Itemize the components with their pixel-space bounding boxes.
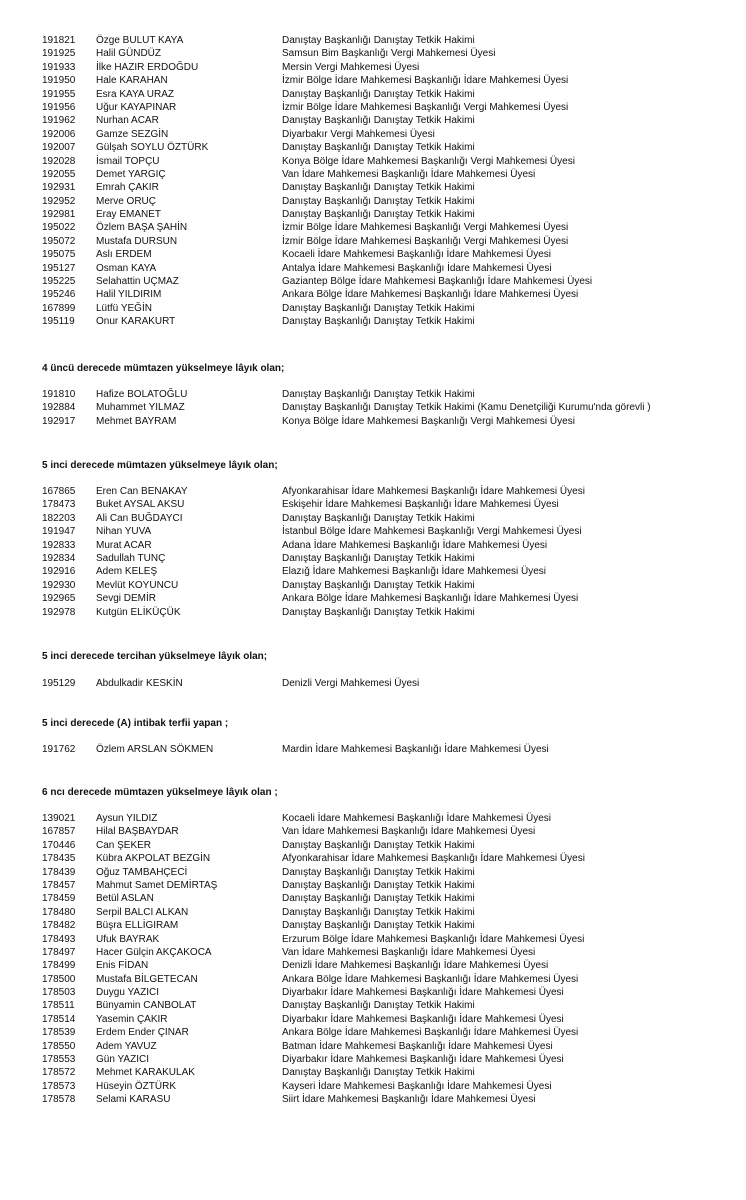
person-name: Özlem ARSLAN SÖKMEN (96, 744, 214, 755)
position-title: Diyarbakır İdare Mahkemesi Başkanlığı İdare Mahkemesi Üyesi (282, 1054, 564, 1066)
group-list-3 (0, 677, 746, 690)
table-row (0, 88, 746, 101)
position-title: Danıştay Başkanlığı Danıştay Tetkik Hakimi (282, 866, 475, 878)
table-row (0, 128, 746, 141)
person-name: Hüseyin ÖZTÜRK (96, 1080, 177, 1092)
person-name: Gün YAZICI (96, 1054, 149, 1066)
group-list-1 (0, 388, 746, 428)
sicil-number: 195225 (42, 276, 76, 288)
position-title: Danıştay Başkanlığı Danıştay Tetkik Hakimi (282, 316, 475, 328)
table-row (0, 485, 746, 498)
sicil-number: 167865 (42, 486, 76, 497)
table-row (0, 34, 746, 47)
sicil-number: 191947 (42, 526, 76, 538)
table-row (0, 168, 746, 181)
position-title: Ankara Bölge İdare Mahkemesi Başkanlığı İdare Mahkemesi Üyesi (282, 593, 579, 605)
position-title: Konya Bölge İdare Mahkemesi Başkanlığı Vergi Mahkemesi Üyesi (282, 415, 575, 427)
section-heading-5-intibak: 5 inci derecede (A) intibak terfii yapan ; (42, 718, 229, 729)
table-row (0, 275, 746, 288)
table-row (0, 512, 746, 525)
sicil-number: 192884 (42, 402, 76, 414)
table-row (0, 262, 746, 275)
sicil-number: 192952 (42, 195, 76, 207)
table-row (0, 415, 746, 428)
sicil-number: 178480 (42, 906, 76, 918)
position-title: Mardin İdare Mahkemesi Başkanlığı İdare Mahkemesi Üyesi (282, 744, 549, 755)
sicil-number: 178459 (42, 893, 76, 905)
sicil-number: 191821 (42, 35, 76, 46)
sicil-number: 178473 (42, 499, 76, 511)
person-name: Adem KELEŞ (96, 566, 158, 578)
sicil-number: 170446 (42, 839, 76, 851)
person-name: Büşra ELLİGIRAM (96, 920, 179, 932)
person-name: Mahmut Samet DEMİRTAŞ (96, 879, 218, 891)
position-title: Ankara Bölge İdare Mahkemesi Başkanlığı İdare Mahkemesi Üyesi (282, 973, 579, 985)
position-title: Danıştay Başkanlığı Danıştay Tetkik Hakimi (282, 35, 475, 46)
group-list-4 (0, 743, 746, 756)
table-row (0, 892, 746, 905)
table-row (0, 677, 746, 690)
table-row (0, 539, 746, 552)
sicil-number: 178457 (42, 879, 76, 891)
table-row (0, 933, 746, 946)
position-title: Siirt İdare Mahkemesi Başkanlığı İdare Mahkemesi Üyesi (282, 1094, 536, 1106)
person-name: Osman KAYA (96, 262, 157, 274)
sicil-number: 191950 (42, 75, 76, 87)
group-list-5 (0, 812, 746, 1107)
sicil-number: 192916 (42, 566, 76, 578)
sicil-number: 191962 (42, 115, 76, 127)
position-title: Erzurum Bölge İdare Mahkemesi Başkanlığı İdare Mahkemesi Üyesi (282, 933, 585, 945)
sicil-number: 178573 (42, 1080, 76, 1092)
person-name: İsmail TOPÇU (96, 155, 160, 167)
table-row (0, 852, 746, 865)
person-name: Nihan YUVA (96, 526, 152, 538)
position-title: Danıştay Başkanlığı Danıştay Tetkik Hakimi (282, 389, 475, 400)
table-row (0, 401, 746, 414)
sicil-number: 191810 (42, 389, 76, 400)
table-row (0, 74, 746, 87)
table-row (0, 195, 746, 208)
sicil-number: 191955 (42, 88, 76, 100)
position-title: Danıştay Başkanlığı Danıştay Tetkik Hakimi (282, 839, 475, 851)
sicil-number: 191933 (42, 61, 76, 73)
section-heading-4-mumtazen: 4 üncü derecede mümtazen yükselmeye lâyık olan; (42, 363, 285, 374)
sicil-number: 178550 (42, 1040, 76, 1052)
person-name: Kutgün ELİKÜÇÜK (96, 606, 181, 618)
person-name: Selami KARASU (96, 1094, 171, 1106)
position-title: İstanbul Bölge İdare Mahkemesi Başkanlığı Vergi Mahkemesi Üyesi (282, 526, 582, 538)
person-name: Halil YILDIRIM (96, 289, 162, 301)
position-title: Van İdare Mahkemesi Başkanlığı İdare Mahkemesi Üyesi (282, 168, 536, 180)
sicil-number: 192981 (42, 209, 76, 221)
person-name: Selahattin UÇMAZ (96, 276, 179, 288)
table-row (0, 919, 746, 932)
table-row (0, 1040, 746, 1053)
table-row (0, 743, 746, 756)
position-title: İzmir Bölge İdare Mahkemesi Başkanlığı İdare Mahkemesi Üyesi (282, 75, 569, 87)
sicil-number: 178572 (42, 1067, 76, 1079)
person-name: Mehmet KARAKULAK (96, 1067, 195, 1079)
person-name: Ufuk BAYRAK (96, 933, 160, 945)
table-row (0, 525, 746, 538)
position-title: Ankara Bölge İdare Mahkemesi Başkanlığı İdare Mahkemesi Üyesi (282, 1027, 579, 1039)
position-title: Diyarbakır İdare Mahkemesi Başkanlığı İdare Mahkemesi Üyesi (282, 1013, 564, 1025)
sicil-number: 192930 (42, 579, 76, 591)
person-name: Hafize BOLATOĞLU (96, 389, 188, 400)
person-name: Halil GÜNDÜZ (96, 48, 161, 60)
person-name: Eren Can BENAKAY (96, 486, 188, 497)
sicil-number: 178514 (42, 1013, 76, 1025)
table-row (0, 959, 746, 972)
position-title: Antalya İdare Mahkemesi Başkanlığı İdare Mahkemesi Üyesi (282, 262, 552, 274)
sicil-number: 191956 (42, 101, 76, 113)
position-title: Denizli Vergi Mahkemesi Üyesi (282, 678, 420, 689)
table-row (0, 114, 746, 127)
person-name: Gülşah SOYLU ÖZTÜRK (96, 142, 209, 154)
table-row (0, 1080, 746, 1093)
table-row (0, 141, 746, 154)
table-row (0, 1026, 746, 1039)
table-row (0, 592, 746, 605)
person-name: Gamze SEZGİN (96, 128, 169, 140)
section-heading-5-mumtazen: 5 inci derecede mümtazen yükselmeye lâyık olan; (42, 460, 278, 471)
table-row (0, 906, 746, 919)
position-title: Danıştay Başkanlığı Danıştay Tetkik Hakimi (282, 512, 475, 524)
position-title: Danıştay Başkanlığı Danıştay Tetkik Hakimi (282, 209, 475, 221)
person-name: Muhammet YILMAZ (96, 402, 185, 414)
person-name: Sevgi DEMİR (96, 593, 157, 605)
sicil-number: 192978 (42, 606, 76, 618)
person-name: Duygu YAZICI (96, 987, 159, 999)
position-title: Afyonkarahisar İdare Mahkemesi Başkanlığı İdare Mahkemesi Üyesi (282, 853, 585, 865)
table-row (0, 565, 746, 578)
person-name: Esra KAYA URAZ (96, 88, 174, 100)
position-title: Samsun Bim Başkanlığı Vergi Mahkemesi Üyesi (282, 48, 496, 60)
person-name: Demet YARGIÇ (96, 168, 166, 180)
person-name: Abdulkadir KESKİN (96, 678, 183, 689)
position-title: Danıştay Başkanlığı Danıştay Tetkik Hakimi (282, 1000, 475, 1012)
sicil-number: 192028 (42, 155, 76, 167)
position-title: Van İdare Mahkemesi Başkanlığı İdare Mahkemesi Üyesi (282, 826, 536, 838)
sicil-number: 192917 (42, 415, 76, 427)
sicil-number: 178503 (42, 987, 76, 999)
table-row (0, 879, 746, 892)
table-row (0, 1066, 746, 1079)
person-name: Adem YAVUZ (96, 1040, 157, 1052)
position-title: Danıştay Başkanlığı Danıştay Tetkik Hakimi (282, 195, 475, 207)
position-title: Batman İdare Mahkemesi Başkanlığı İdare Mahkemesi Üyesi (282, 1040, 553, 1052)
position-title: İzmir Bölge İdare Mahkemesi Başkanlığı Vergi Mahkemesi Üyesi (282, 101, 569, 113)
sicil-number: 178493 (42, 933, 76, 945)
person-name: Onur KARAKURT (96, 316, 176, 328)
table-row (0, 388, 746, 401)
position-title: Danıştay Başkanlığı Danıştay Tetkik Hakimi (282, 1067, 475, 1079)
position-title: Danıştay Başkanlığı Danıştay Tetkik Hakimi (Kamu Denetçiliği Kurumu'nda görevli ) (282, 402, 651, 414)
table-row (0, 1013, 746, 1026)
position-title: Danıştay Başkanlığı Danıştay Tetkik Hakimi (282, 579, 475, 591)
sicil-number: 178553 (42, 1054, 76, 1066)
sicil-number: 192006 (42, 128, 76, 140)
sicil-number: 191762 (42, 744, 76, 755)
sicil-number: 178497 (42, 946, 76, 958)
person-name: Bünyamin CANBOLAT (96, 1000, 197, 1012)
person-name: Hacer Gülçin AKÇAKOCA (96, 946, 212, 958)
sicil-number: 195075 (42, 249, 76, 261)
person-name: Özge BULUT KAYA (96, 35, 184, 46)
person-name: Merve ORUÇ (96, 195, 157, 207)
position-title: Danıştay Başkanlığı Danıştay Tetkik Hakimi (282, 893, 475, 905)
position-title: Danıştay Başkanlığı Danıştay Tetkik Hakimi (282, 606, 475, 618)
sicil-number: 182203 (42, 512, 76, 524)
sicil-number: 192931 (42, 182, 76, 194)
table-row (0, 208, 746, 221)
table-row (0, 221, 746, 234)
sicil-number: 178439 (42, 866, 76, 878)
person-name: Ali Can BUĞDAYCI (96, 512, 183, 524)
table-row (0, 235, 746, 248)
sicil-number: 178499 (42, 960, 76, 972)
table-row (0, 47, 746, 60)
sicil-number: 195072 (42, 235, 76, 247)
position-title: Danıştay Başkanlığı Danıştay Tetkik Hakimi (282, 302, 475, 314)
position-title: Danıştay Başkanlığı Danıştay Tetkik Hakimi (282, 906, 475, 918)
group-list-0 (0, 34, 746, 329)
position-title: Danıştay Başkanlığı Danıştay Tetkik Hakimi (282, 879, 475, 891)
sicil-number: 167899 (42, 302, 76, 314)
table-row (0, 866, 746, 879)
position-title: Ankara Bölge İdare Mahkemesi Başkanlığı İdare Mahkemesi Üyesi (282, 289, 579, 301)
table-row (0, 288, 746, 301)
person-name: Betül ASLAN (96, 893, 154, 905)
position-title: Van İdare Mahkemesi Başkanlığı İdare Mahkemesi Üyesi (282, 946, 536, 958)
position-title: Danıştay Başkanlığı Danıştay Tetkik Hakimi (282, 88, 475, 100)
table-row (0, 973, 746, 986)
person-name: Can ŞEKER (96, 839, 152, 851)
table-row (0, 498, 746, 511)
sicil-number: 195246 (42, 289, 76, 301)
position-title: Diyarbakır İdare Mahkemesi Başkanlığı İdare Mahkemesi Üyesi (282, 987, 564, 999)
person-name: Serpil BALCI ALKAN (96, 906, 189, 918)
table-row (0, 946, 746, 959)
person-name: Hale KARAHAN (96, 75, 168, 87)
sicil-number: 195129 (42, 678, 76, 689)
sicil-number: 192834 (42, 552, 76, 564)
position-title: Danıştay Başkanlığı Danıştay Tetkik Hakimi (282, 142, 475, 154)
section-heading-6-mumtazen: 6 ncı derecede mümtazen yükselmeye lâyık olan ; (42, 787, 278, 798)
table-row (0, 101, 746, 114)
sicil-number: 192965 (42, 593, 76, 605)
table-row (0, 812, 746, 825)
section-heading-5-tercihan: 5 inci derecede tercihan yükselmeye lâyık olan; (42, 651, 268, 662)
person-name: Lütfü YEĞİN (96, 302, 152, 314)
table-row (0, 606, 746, 619)
person-name: Mevlüt KOYUNCU (96, 579, 179, 591)
person-name: Yasemin ÇAKIR (96, 1013, 168, 1025)
position-title: Kayseri İdare Mahkemesi Başkanlığı İdare Mahkemesi Üyesi (282, 1080, 552, 1092)
position-title: Danıştay Başkanlığı Danıştay Tetkik Hakimi (282, 115, 475, 127)
person-name: Buket AYSAL AKSU (96, 499, 185, 511)
person-name: Hilal BAŞBAYDAR (96, 826, 179, 838)
person-name: Enis FİDAN (96, 960, 149, 972)
sicil-number: 178482 (42, 920, 76, 932)
position-title: İzmir Bölge İdare Mahkemesi Başkanlığı Vergi Mahkemesi Üyesi (282, 235, 569, 247)
sicil-number: 195127 (42, 262, 76, 274)
position-title: Gaziantep Bölge İdare Mahkemesi Başkanlığı İdare Mahkemesi Üyesi (282, 276, 593, 288)
table-row (0, 552, 746, 565)
table-row (0, 1053, 746, 1066)
person-name: Nurhan ACAR (96, 115, 159, 127)
table-row (0, 1093, 746, 1106)
table-row (0, 61, 746, 74)
person-name: Oğuz TAMBAHÇECİ (96, 866, 188, 878)
position-title: Denizli İdare Mahkemesi Başkanlığı İdare Mahkemesi Üyesi (282, 960, 549, 972)
position-title: Konya Bölge İdare Mahkemesi Başkanlığı Vergi Mahkemesi Üyesi (282, 155, 575, 167)
person-name: Mustafa BİLGETECAN (96, 973, 198, 985)
person-name: Uğur KAYAPINAR (96, 101, 177, 113)
table-row (0, 999, 746, 1012)
person-name: Murat ACAR (96, 539, 152, 551)
position-title: Kocaeli İdare Mahkemesi Başkanlığı İdare Mahkemesi Üyesi (282, 249, 552, 261)
sicil-number: 191925 (42, 48, 76, 60)
sicil-number: 192055 (42, 168, 76, 180)
person-name: Sadullah TUNÇ (96, 552, 166, 564)
position-title: İzmir Bölge İdare Mahkemesi Başkanlığı Vergi Mahkemesi Üyesi (282, 222, 569, 234)
person-name: Aysun YILDIZ (96, 813, 158, 824)
group-list-2 (0, 485, 746, 619)
position-title: Danıştay Başkanlığı Danıştay Tetkik Hakimi (282, 182, 475, 194)
sicil-number: 167857 (42, 826, 76, 838)
person-name: Eray EMANET (96, 209, 162, 221)
position-title: Danıştay Başkanlığı Danıştay Tetkik Hakimi (282, 920, 475, 932)
position-title: Adana İdare Mahkemesi Başkanlığı İdare Mahkemesi Üyesi (282, 539, 548, 551)
sicil-number: 178511 (42, 1000, 75, 1012)
table-row (0, 155, 746, 168)
sicil-number: 178500 (42, 973, 76, 985)
sicil-number: 195119 (42, 316, 75, 328)
table-row (0, 825, 746, 838)
person-name: Özlem BAŞA ŞAHİN (96, 222, 188, 234)
person-name: Emrah ÇAKIR (96, 182, 159, 194)
table-row (0, 248, 746, 261)
table-row (0, 302, 746, 315)
person-name: Mehmet BAYRAM (96, 415, 177, 427)
position-title: Afyonkarahisar İdare Mahkemesi Başkanlığı İdare Mahkemesi Üyesi (282, 486, 585, 497)
person-name: Kübra AKPOLAT BEZGİN (96, 853, 211, 865)
position-title: Eskişehir İdare Mahkemesi Başkanlığı İdare Mahkemesi Üyesi (282, 499, 559, 511)
table-row (0, 579, 746, 592)
sicil-number: 192007 (42, 142, 76, 154)
table-row (0, 986, 746, 999)
sicil-number: 178578 (42, 1094, 76, 1106)
sicil-number: 178539 (42, 1027, 76, 1039)
position-title: Diyarbakır Vergi Mahkemesi Üyesi (282, 128, 435, 140)
table-row (0, 315, 746, 328)
table-row (0, 839, 746, 852)
person-name: İlke HAZIR ERDOĞDU (96, 61, 199, 73)
person-name: Aslı ERDEM (96, 249, 152, 261)
person-name: Erdem Ender ÇINAR (96, 1027, 189, 1039)
position-title: Kocaeli İdare Mahkemesi Başkanlığı İdare Mahkemesi Üyesi (282, 813, 552, 824)
position-title: Elazığ İdare Mahkemesi Başkanlığı İdare Mahkemesi Üyesi (282, 566, 547, 578)
sicil-number: 139021 (42, 813, 76, 824)
person-name: Mustafa DURSUN (96, 235, 178, 247)
sicil-number: 195022 (42, 222, 76, 234)
position-title: Mersin Vergi Mahkemesi Üyesi (282, 61, 420, 73)
sicil-number: 192833 (42, 539, 76, 551)
sicil-number: 178435 (42, 853, 76, 865)
table-row (0, 181, 746, 194)
position-title: Danıştay Başkanlığı Danıştay Tetkik Hakimi (282, 552, 475, 564)
